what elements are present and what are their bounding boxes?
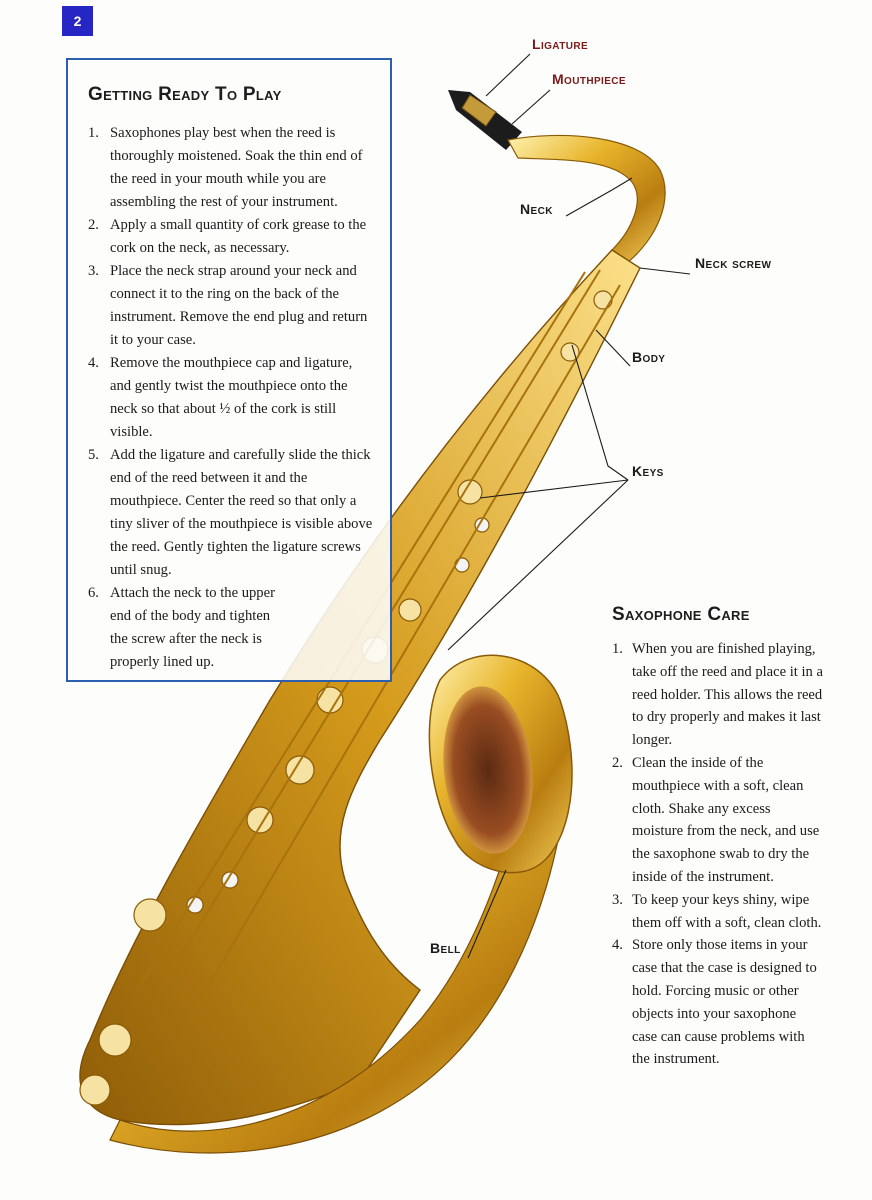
list-item: 3. Place the neck strap around your neck and connect it to the ring on the back of the instrument. Remove the end plug and return it to your case. xyxy=(88,263,368,348)
page-number-badge: 2 xyxy=(62,6,93,36)
getting-ready-steps xyxy=(88,122,376,674)
label-mouthpiece: Mouthpiece xyxy=(552,71,627,87)
list-item: 1. When you are finished playing, take off the reed and place it in a reed holder. This allows the reed to dry properly and makes it last longer. xyxy=(612,641,823,749)
list-item: 4. Store only those items in your case that the case is designed to hold. Forcing music or other objects into your saxophone case can cause problems with the instrument. xyxy=(612,937,817,1068)
saxophone-care-steps xyxy=(612,638,824,1071)
list-item: 3. To keep your keys shiny, wipe them off with a soft, clean cloth. xyxy=(612,891,822,931)
getting-ready-title: Getting Ready To Play xyxy=(88,84,282,105)
list-item: 5. Add the ligature and carefully slide the thick end of the reed between it and the mouthpiece. Center the reed so that only a tiny sliver of the mouthpiece is visible above the reed. Gently tighten the ligature screws until snug. xyxy=(88,447,373,578)
saxophone-care-title: Saxophone Care xyxy=(612,604,750,625)
list-item: 4. Remove the mouthpiece cap and ligature, and gently twist the mouthpiece onto the neck so that about ½ of the cork is still visible. xyxy=(88,355,353,440)
list-item: 1. Saxophones play best when the reed is thoroughly moistened. Soak the thin end of the reed in your mouth while you are assembling the rest of your instrument. xyxy=(88,125,363,210)
label-body: Body xyxy=(632,349,666,365)
label-ligature: Ligature xyxy=(532,36,589,52)
label-neck: Neck xyxy=(520,201,553,217)
label-neck-screw: Neck screw xyxy=(695,255,772,271)
label-bell: Bell xyxy=(430,940,461,956)
label-keys: Keys xyxy=(632,463,664,479)
neck-shape xyxy=(508,135,665,262)
list-item: 6. Attach the neck to the upper end of the body and tighten the screw after the neck is properly lined up. xyxy=(88,585,275,670)
list-item: 2. Apply a small quantity of cork grease to the cork on the neck, as necessary. xyxy=(88,217,367,256)
list-item: 2. Clean the inside of the mouthpiece with a soft, clean cloth. Shake any excess moisture from the neck, and use the saxophone swab to dry the inside of the instrument. xyxy=(612,754,820,885)
saxophone-care-section xyxy=(612,604,824,1071)
getting-ready-box xyxy=(66,58,392,682)
